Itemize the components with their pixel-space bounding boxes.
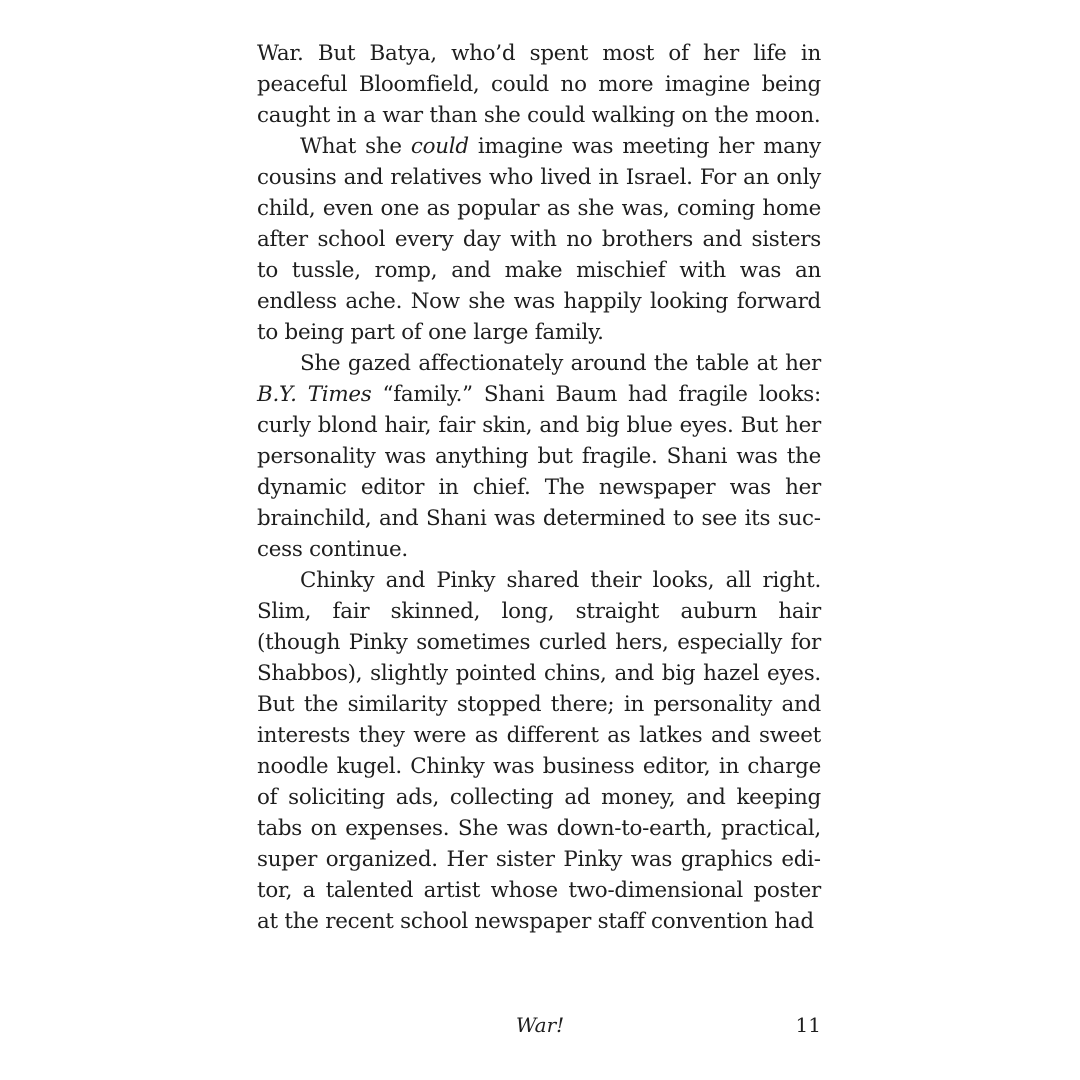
body-text [257, 38, 821, 937]
paragraph-3 [257, 348, 821, 565]
paragraph-4-text: Chinky and Pinky shared their looks, all right. Slim, fair skinned, long, straight auburn hair (though Pinky sometimes curled hers, especially for Shabbos), slightly pointed chins, and big hazel eyes. But the similarity stopped there; in personality and interests they were as different as latkes and sweet noodle kugel. Chinky was business editor, in charge of soliciting ads, collecting ad money, and keeping tabs on expenses. She was down-to-earth, practical, super organized. Her sister Pinky was graphics editor, a talented artist whose two-dimensional poster at the recent school newspaper staff convention had [257, 568, 821, 934]
paragraph-3-emphasis: B.Y. Times [257, 382, 372, 407]
paragraph-1-text: War. But Batya, who’d spent most of her life in peaceful Bloomfield, could no more imagine being caught in a war than she could walking on the moon. [257, 41, 821, 128]
paragraph-2-after: imagine was meeting her many cousins and relatives who lived in Israel. For an only child, even one as popular as she was, coming home after school every day with no brothers and sisters to tussle, romp, and make mischief with was an endless ache. Now she was happily looking forward to being part of one large family. [257, 134, 821, 345]
paragraph-3-after: “family.” Shani Baum had fragile looks: curly blond hair, fair skin, and big blue eyes. But her personality was anything but fragile. Shani was the dynamic editor in chief. The newspaper was her brainchild, and Shani was determined to see its success continue. [257, 382, 821, 562]
paragraph-4 [257, 565, 821, 937]
paragraph-2-before: What she [300, 134, 411, 159]
paragraph-2-emphasis: could [410, 134, 469, 159]
page-number: 11 [795, 1013, 821, 1037]
running-footer-title: War! [515, 1013, 565, 1037]
paragraph-3-before: She gazed affectionately around the table at her [300, 351, 821, 376]
paragraph-2 [257, 131, 821, 348]
paragraph-1 [257, 38, 821, 131]
